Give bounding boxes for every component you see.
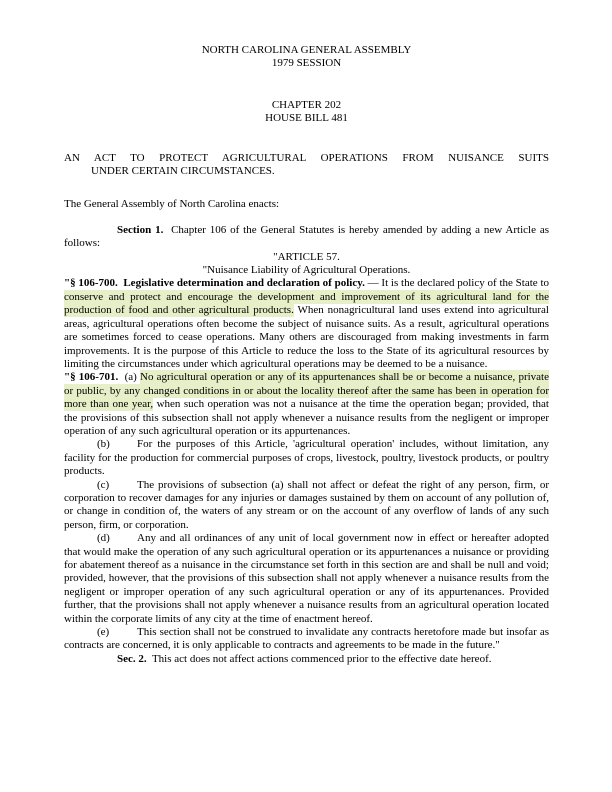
- subsection-b-label: (b): [97, 438, 110, 451]
- section-1: [64, 224, 549, 251]
- section-1-bold: Section 1.: [117, 223, 164, 236]
- subsection-d: [64, 532, 549, 626]
- chapter-block: [64, 99, 549, 126]
- subsection-c-text: The provisions of subsection (a) shall not affect or defeat the right of any person, firm, or corporation to recover damages for any injuries or damages sustained by them on account of any pollution of, or change in condition of, the waters of any stream or on the account of any overflow of lands of any such person, firm, or corporation.: [64, 478, 549, 531]
- subsection-b: [64, 438, 549, 478]
- article-subheading-text: "Nuisance Liability of Agricultural Operations.: [202, 264, 411, 277]
- assembly-title: NORTH CAROLINA GENERAL ASSEMBLY: [201, 44, 412, 56]
- statute-106-700-text: When nonagricultural land uses extend into agricultural areas, agricultural operations often become the subject of nuisance suits. As a result, agricultural operations are sometimes forced to cease operations. Many others are discouraged from making investments in farm improvements. It is the purpose of this Article to reduce the loss to the State of its agricultural resources by limiting the circumstances under which agricultural operations may be deemed to be a nuisance.: [64, 304, 549, 370]
- statute-106-700-text: — It is the declared policy of the State to: [364, 277, 550, 290]
- session-title: 1979 SESSION: [271, 57, 342, 70]
- statute-106-701-a-text: (a): [118, 371, 140, 384]
- statute-106-700-bold: "§ 106-700. Legislative determination and declaration of policy.: [64, 277, 365, 290]
- section-2-text: This act does not affect actions commenced prior to the effective date hereof.: [146, 652, 492, 665]
- chapter-number: CHAPTER 202: [271, 98, 342, 111]
- subsection-c-label: (c): [97, 478, 110, 491]
- enacting-clause: The General Assembly of North Carolina enacts:: [64, 198, 280, 211]
- statute-106-701-a: [64, 371, 549, 438]
- statute-106-701-a-bold: "§ 106-701.: [64, 371, 119, 384]
- statute-106-701-a-highlight: No agricultural operation or any of its appurtenances shall be or become a nuisance, private or public, by any changed conditions in or about the locality thereof after the same has been in operation for more than one year,: [64, 371, 549, 411]
- subsection-c: [64, 479, 549, 533]
- statute-106-701-a-text: when such operation was not a nuisance at the time the operation began; provided, that the provisions of this subsection shall not apply whenever a nuisance results from the negligent or improper operation of any such agricultural operation or its appurtenances.: [64, 398, 549, 437]
- article-subheading: [64, 264, 549, 277]
- section-1-text: Chapter 106 of the General Statutes is hereby amended by adding a new Article as follows:: [64, 223, 549, 250]
- bill-number: HOUSE BILL 481: [265, 112, 348, 125]
- statute-106-700: [64, 277, 549, 371]
- subsection-e-text: This section shall not be construed to invalidate any contracts heretofore made but insofar as contracts are concerned, it is only applicable to contracts and agreements to be made in the future.": [64, 626, 549, 652]
- act-title: [64, 152, 549, 179]
- bill-body: [64, 224, 549, 666]
- subsection-d-label: (d): [97, 532, 110, 545]
- act-title-line-1: AN ACT TO PROTECT AGRICULTURAL OPERATIONS FROM NUISANCE SUITS: [64, 151, 549, 164]
- subsection-e-label: (e): [97, 626, 110, 639]
- statute-106-700-highlight: conserve and protect and encourage the development and improvement of its agricultural land for the production of food and other agricultural products.: [64, 290, 549, 317]
- subsection-e: [64, 626, 549, 653]
- subsection-b-text: For the purposes of this Article, 'agricultural operation' includes, without limitation, any facility for the production for commercial purposes of crops, livestock, poultry, livestock products, or poultry products.: [64, 438, 549, 478]
- subsection-d-text: Any and all ordinances of any unit of local government now in effect or hereafter adopted that would make the operation of any such agricultural operation or its appurtenances a nuisance or providing for abatement thereof as a nuisance in the circumstance set forth in this section are and shall be null and void; provided, however, that the provisions of this subsection shall not apply whenever a nuisance results from the negligent or improper operation of any such agricultural operation or any of its appurtenances. Provided further, that the provisions shall not apply whenever a nuisance results from an agricultural operation located within the corporate limits of any city at the time of enactment hereof.: [64, 532, 549, 625]
- section-2: [64, 653, 549, 666]
- article-heading: [64, 251, 549, 264]
- article-heading-text: "ARTICLE 57.: [273, 250, 340, 263]
- act-title-line-2: UNDER CERTAIN CIRCUMSTANCES.: [91, 165, 275, 178]
- section-2-bold: Sec. 2.: [117, 652, 147, 665]
